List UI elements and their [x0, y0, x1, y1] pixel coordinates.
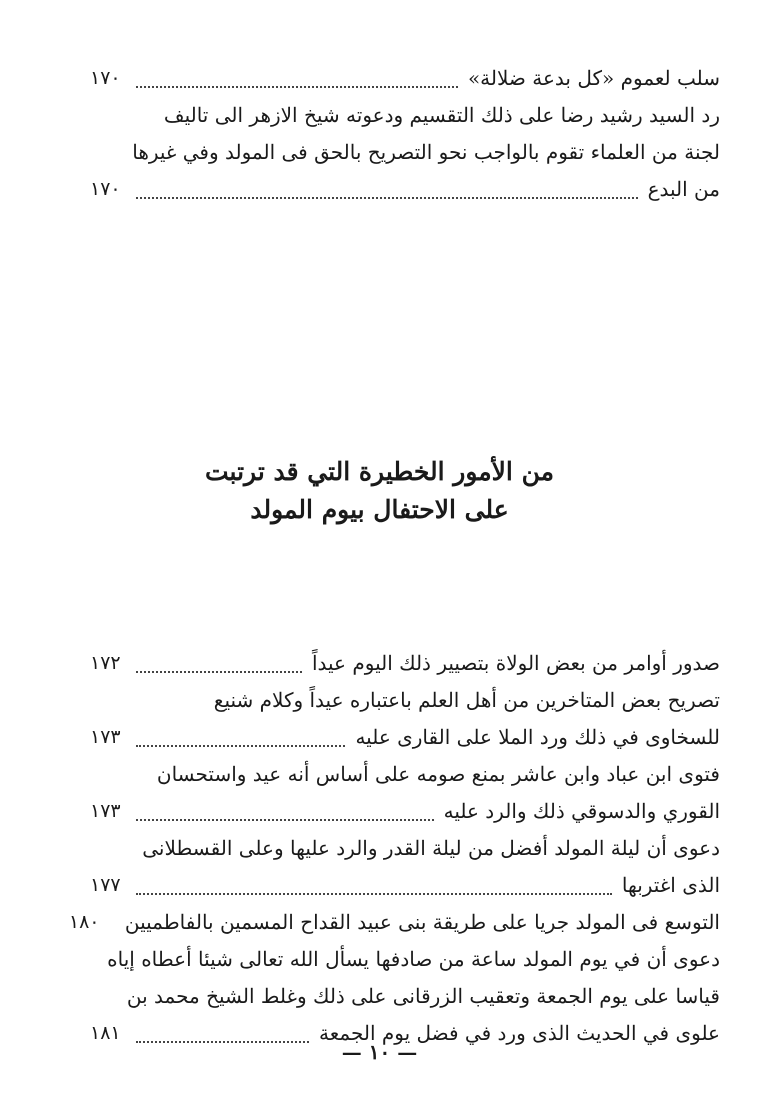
section-heading-line-2: على الاحتفال بيوم المولد — [250, 495, 509, 524]
index-entry — [90, 645, 720, 682]
entry-text: للسخاوى في ذلك ورد الملا على القارى عليه — [355, 725, 720, 749]
entry-text: قياسا على يوم الجمعة وتعقيب الزرقانى على ذلك وغلط الشيخ محمد بن — [126, 984, 720, 1008]
entry-page-number: ١٨٠ — [68, 911, 100, 933]
page-number: — ١٠ — — [341, 1040, 418, 1064]
top-index-block — [90, 60, 720, 208]
entry-text: تصريح بعض المتاخرين من أهل العلم باعتباره عيداً وكلام شنيع — [213, 688, 720, 712]
dot-leader — [136, 893, 612, 895]
index-entry — [90, 830, 720, 867]
entry-text: دعوى أن في يوم المولد ساعة من صادفها يسأل الله تعالى شيئا أعطاه إياه — [107, 947, 720, 971]
dot-leader — [136, 745, 345, 747]
entry-text: من البدع — [647, 177, 720, 201]
bottom-index-block — [68, 645, 720, 1052]
entry-text: علوى في الحديث الذى ورد في فضل يوم الجمعة — [319, 1021, 720, 1045]
index-entry — [68, 904, 720, 941]
index-entry — [90, 60, 720, 97]
entry-text: فتوى ابن عباد وابن عاشر بمنع صومه على أساس أنه عيد واستحسان — [156, 762, 720, 786]
index-entry — [90, 171, 720, 208]
entry-text: سلب لعموم «كل بدعة ضلالة» — [467, 66, 720, 90]
entry-text: القوري والدسوقي ذلك والرد عليه — [443, 799, 720, 823]
entry-page-number: ١٧٣ — [90, 800, 121, 822]
dot-leader — [136, 819, 434, 821]
entry-text: لجنة من العلماء تقوم بالواجب نحو التصريح بالحق فى المولد وفي غيرها — [132, 140, 720, 164]
dot-leader — [136, 197, 638, 199]
entry-page-number: ١٧٢ — [90, 652, 121, 674]
section-heading-line-1: من الأمور الخطيرة التي قد ترتبت — [205, 457, 554, 486]
index-entry — [90, 978, 720, 1015]
index-entry — [90, 97, 720, 134]
index-entry — [90, 793, 720, 830]
entry-page-number: ١٨١ — [90, 1022, 121, 1044]
dot-leader — [136, 86, 458, 88]
index-entry — [90, 134, 720, 171]
index-entry — [90, 941, 720, 978]
entry-page-number: ١٧٠ — [90, 67, 121, 89]
entry-text: صدور أوامر من بعض الولاة بتصيير ذلك اليوم عيداً — [311, 651, 720, 675]
dot-leader — [136, 671, 302, 673]
entry-text: دعوى أن ليلة المولد أفضل من ليلة القدر والرد عليها وعلى القسطلانى — [142, 836, 720, 860]
entry-text: التوسع فى المولد جريا على طريقة بنى عبيد القداح المسمين بالفاطميين — [124, 910, 720, 934]
entry-page-number: ١٧٣ — [90, 726, 121, 748]
index-entry — [90, 719, 720, 756]
entry-page-number: ١٧٧ — [90, 874, 121, 896]
index-entry — [90, 867, 720, 904]
entry-page-number: ١٧٠ — [90, 178, 121, 200]
entry-text: رد السيد رشيد رضا على ذلك التقسيم ودعوته شيخ الازهر الى تاليف — [163, 103, 720, 127]
entry-text: الذى اغتربها — [621, 873, 720, 897]
index-entry — [90, 682, 720, 719]
index-entry — [90, 756, 720, 793]
